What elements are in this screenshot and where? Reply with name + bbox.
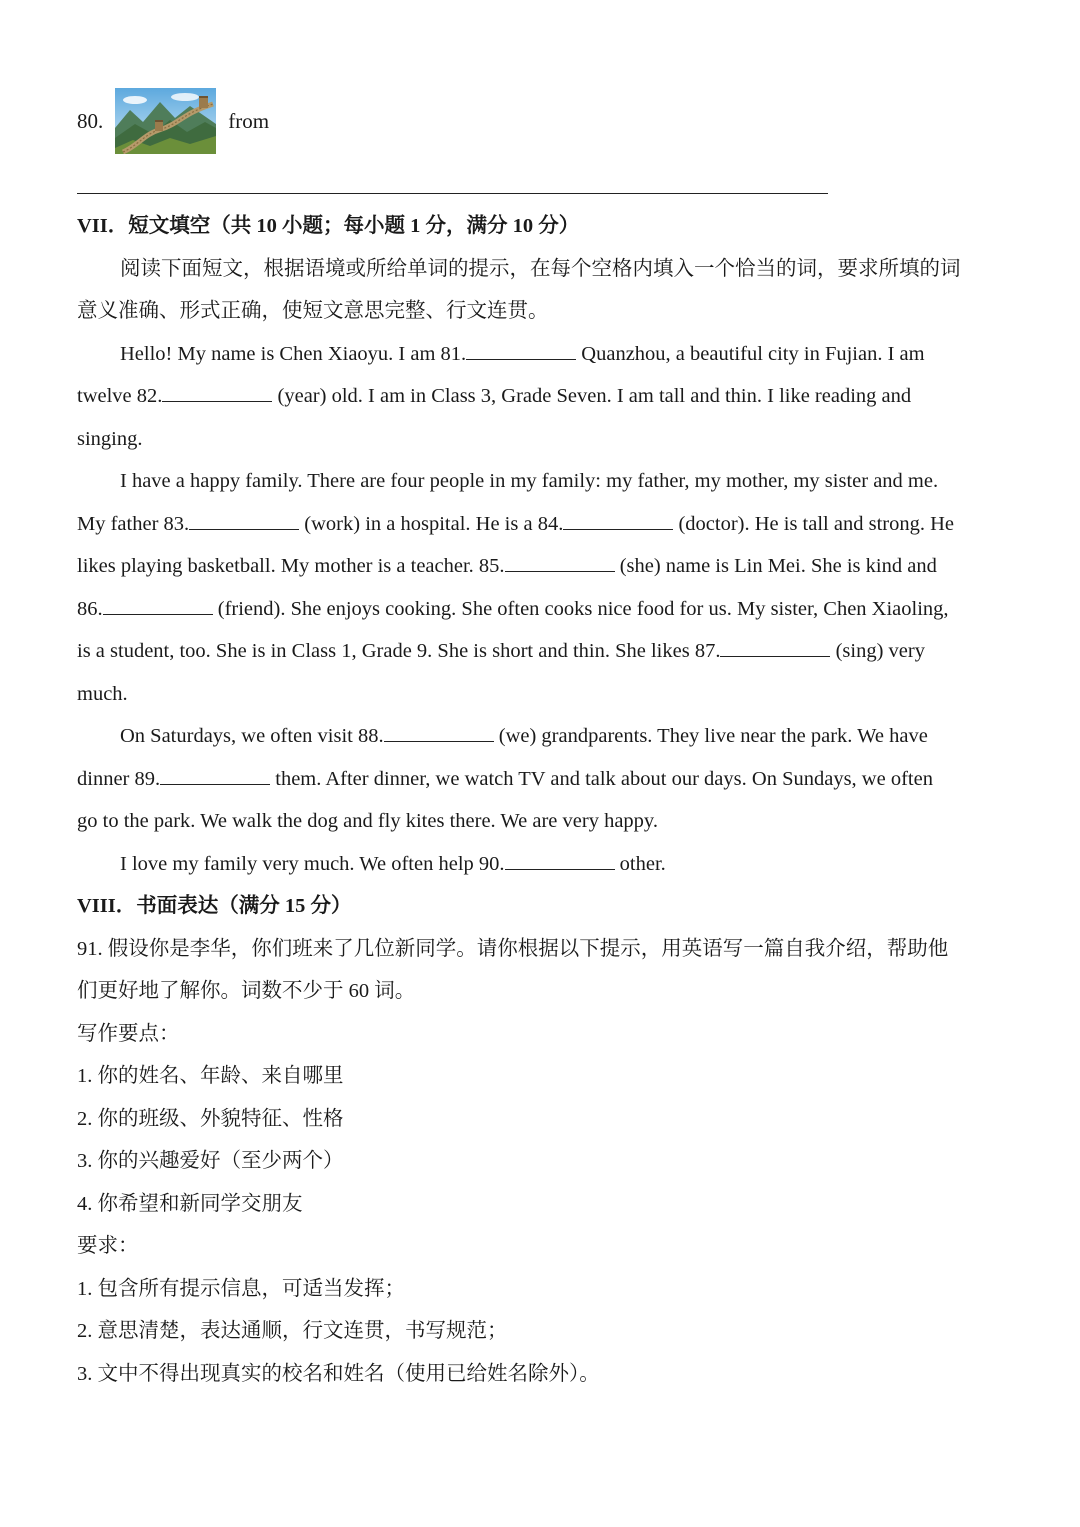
requirements-label: 要求：	[77, 1235, 139, 1257]
blank-86[interactable]	[103, 592, 213, 615]
requirement-item: 2. 意思清楚，表达通顺，行文连贯，书写规范；	[77, 1320, 508, 1342]
great-wall-picture-icon	[115, 88, 216, 154]
question-number: 80.	[77, 108, 104, 133]
section-7-heading: VII．短文填空（共 10 小题；每小题 1 分，满分 10 分）	[77, 215, 580, 237]
passage-line: On Saturdays, we often visit 88. (we) grandparents. They live near the park. We have	[77, 715, 1007, 758]
passage-line: is a student, too. She is in Class 1, Grade 9. She is short and thin. She likes 87. (sing) very	[77, 630, 1007, 673]
passage-line: My father 83. (work) in a hospital. He is a 84. (doctor). He is tall and strong. He	[77, 503, 1007, 546]
question-91-prompt: 们更好地了解你。词数不少于 60 词。	[77, 980, 416, 1002]
blank-81[interactable]	[466, 337, 576, 360]
answer-line[interactable]	[77, 193, 828, 194]
passage-line: I love my family very much. We often help 90. other.	[77, 843, 1007, 886]
passage-line: dinner 89. them. After dinner, we watch TV and talk about our days. On Sundays, we often	[77, 758, 1007, 801]
blank-88[interactable]	[384, 719, 494, 742]
requirement-item: 1. 包含所有提示信息，可适当发挥；	[77, 1277, 405, 1300]
blank-84[interactable]	[563, 507, 673, 530]
blank-87[interactable]	[720, 634, 830, 657]
passage-line: 86. (friend). She enjoys cooking. She often cooks nice food for us. My sister, Chen Xiaoling,	[77, 588, 1007, 631]
blank-89[interactable]	[160, 762, 270, 785]
blank-85[interactable]	[505, 549, 615, 572]
question-80	[77, 86, 269, 156]
writing-points-label: 写作要点：	[77, 1022, 180, 1045]
writing-point: 1. 你的姓名、年龄、来自哪里	[77, 1065, 344, 1087]
writing-point: 2. 你的班级、外貌特征、性格	[77, 1107, 344, 1130]
writing-point: 3. 你的兴趣爱好（至少两个）	[77, 1150, 344, 1172]
exam-content	[77, 205, 1007, 1395]
passage-line: likes playing basketball. My mother is a teacher. 85. (she) name is Lin Mei. She is kind and	[77, 545, 1007, 588]
blank-82[interactable]	[162, 379, 272, 402]
section-7-instruction: 阅读下面短文，根据语境或所给单词的提示，在每个空格内填入一个恰当的词，要求所填的词	[120, 257, 961, 280]
passage-line: I have a happy family. There are four people in my family: my father, my mother, my sister and me.	[120, 470, 939, 492]
blank-90[interactable]	[505, 847, 615, 870]
passage-line: singing.	[77, 427, 143, 450]
section-8-heading: VIII．书面表达（满分 15 分）	[77, 895, 352, 917]
passage-line: twelve 82. (year) old. I am in Class 3, Grade Seven. I am tall and thin. I like reading and	[77, 375, 1007, 418]
passage-line: go to the park. We walk the dog and fly kites there. We are very happy.	[77, 810, 658, 832]
question-91-prompt: 91. 假设你是李华，你们班来了几位新同学。请你根据以下提示，用英语写一篇自我介绍，帮助他	[77, 937, 949, 960]
blank-83[interactable]	[189, 507, 299, 530]
passage-line: much.	[77, 682, 128, 705]
passage-line: Hello! My name is Chen Xiaoyu. I am 81. Quanzhou, a beautiful city in Fujian. I am	[77, 333, 1007, 376]
writing-point: 4. 你希望和新同学交朋友	[77, 1192, 303, 1215]
section-7-instruction: 意义准确、形式正确，使短文意思完整、行文连贯。	[77, 300, 549, 322]
question-80-word: from	[228, 108, 270, 133]
requirement-item: 3. 文中不得出现真实的校名和姓名（使用已给姓名除外）。	[77, 1362, 600, 1385]
